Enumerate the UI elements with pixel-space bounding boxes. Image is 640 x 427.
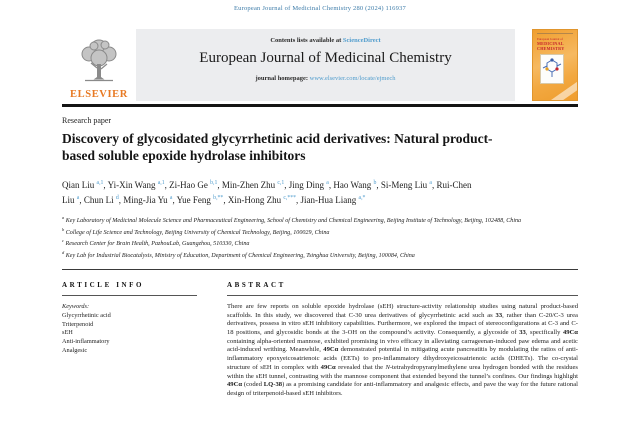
author-affil-marker: c,1: [277, 180, 285, 186]
author-name: Qian Liu $^{a,1}$: [62, 180, 104, 190]
author-affil-marker: a: [169, 195, 173, 201]
header-divider-bar: [62, 104, 578, 107]
author-list: Qian Liu $^{a,1}$, Yi-Xin Wang $^{a,1}$, Zi-Hao Ge $^{b,1}$, Min-Zhen Zhu $^{c,1}$, Jing Ding $^a$, Hao Wang $^b$, Si-Meng Liu $^a$, Rui-Chen Liu $^a$, Chun Li $^d$, Ming-Jia Yu $^a$, Yue Feng $^{b,**}$, Xin-Hong Zhu $^{c,***}$, Jian-Hua Liang $^{a,*}$: [62, 180, 472, 205]
affiliation-item: $^a$ Key Laboratory of Medicinal Molecule Science and Pharmaceutical Engineering, School of Chemistry and Chemical Engineering, Beijing Institute of Technology, Beijing, 102488, China: [62, 215, 522, 225]
author-name: Rui-Chen Liu $^a$: [62, 180, 472, 205]
keyword-item: Glycyrrhetinic acid: [62, 311, 111, 319]
cover-title-line3: CHEMISTRY: [537, 46, 565, 52]
author-affil-marker: b: [373, 180, 377, 186]
affiliation-marker: c: [62, 238, 64, 244]
author-name: Zi-Hao Ge $^{b,1}$: [169, 180, 218, 190]
author-affil-marker: a,1: [96, 180, 104, 186]
running-head-citation: European Journal of Medicinal Chemistry 280 (2024) 116937: [233, 5, 406, 12]
cover-title-line1: European Journal of: [537, 37, 563, 41]
cover-title-line2: MEDICINAL: [537, 41, 564, 46]
compound-code: LQ-38: [263, 381, 283, 389]
affiliation-marker: b: [62, 226, 65, 232]
abstract-segment: -tetrahydropyranylmethylene urea hydrogen bonded with the residues within the sEH tunnel, contrasting with the mannose component that extended beyond the tunnel’s confines. Our findings highlight: [227, 363, 578, 380]
author-name: Chun Li $^d$: [83, 195, 119, 205]
abstract-segment: (coded: [242, 381, 264, 389]
contents-line: [136, 37, 515, 44]
author-name: Jing Ding $^a$: [288, 180, 329, 190]
author-affil-marker: a,1: [157, 180, 165, 186]
elsevier-logo: [62, 29, 136, 101]
compound-code: 49Cα: [227, 381, 243, 389]
elsevier-logo-text: ELSEVIER: [70, 89, 128, 100]
article-info-rule: [62, 295, 197, 296]
author-affil-marker: a: [326, 180, 329, 186]
author-affil-marker: a: [76, 195, 80, 201]
journal-cover-thumbnail: [532, 29, 578, 101]
journal-banner: [136, 29, 515, 101]
abstract-text: [227, 303, 578, 399]
affiliation-item: $^d$ Key Lab for Industrial Biocatalysis, Ministry of Education, Department of Chemical Engineering, Tsinghua University, Beijing, 100084, China: [62, 250, 415, 260]
keyword-item: Analgesic: [62, 346, 88, 354]
author-name: Xin-Hong Zhu $^{c,***}$: [227, 195, 297, 205]
author-name: Si-Meng Liu $^a$: [380, 180, 432, 190]
compound-code: 49Cα: [562, 329, 578, 337]
homepage-line: [136, 75, 515, 82]
keyword-item: sEH: [62, 329, 73, 337]
abstract-segment: , specifically: [525, 329, 563, 337]
affiliation-list: [62, 214, 578, 261]
author-affil-marker: d: [115, 195, 119, 201]
author-name: Jian-Hua Liang $^{a,*}$: [300, 195, 366, 205]
compound-code: 49Cα: [323, 346, 339, 354]
article-info-heading: ARTICLE INFO: [62, 280, 145, 289]
sciencedirect-link[interactable]: ScienceDirect: [342, 37, 381, 44]
homepage-label: journal homepage:: [255, 75, 310, 82]
section-top-rule: [62, 269, 578, 270]
elsevier-tree-icon: [76, 36, 122, 88]
cover-molecule-panel: [540, 54, 564, 84]
affiliation-marker: a: [62, 215, 65, 220]
author-affil-marker: a,*: [358, 195, 366, 201]
author-name: Yue Feng $^{b,**}$: [176, 195, 224, 205]
affiliation-item: $^c$ Research Center for Brain Health, PazhouLab, Guangzhou, 510330, China: [62, 238, 250, 248]
author-affil-marker: b,1: [210, 180, 218, 186]
keywords-list: [62, 312, 197, 356]
abstract-rule: [227, 295, 578, 296]
compound-code: 33: [519, 329, 526, 337]
author-affil-marker: b,**: [213, 195, 224, 201]
author-name: Min-Zhen Zhu $^{c,1}$: [221, 180, 285, 190]
journal-title: European Journal of Medicinal Chemistry: [199, 50, 452, 66]
cover-top-rule: [537, 33, 573, 34]
journal-homepage-link[interactable]: www.elsevier.com/locate/ejmech: [309, 75, 396, 82]
keywords-label: Keywords:: [62, 302, 90, 310]
journal-header: [62, 29, 578, 101]
cover-title: [537, 37, 575, 52]
contents-line-prefix: Contents lists available at: [270, 37, 343, 44]
abstract-segment: , rather than C-20/C-3 urea derivatives, possess in vitro sEH inhibitory capabilities. Furthermore, we explored the impact of stereoconfigurations at C-3 and C-18 positions, and glycosidic bonds at the 3-OH on the compound’s activity. Consequently, a glycoside of: [227, 311, 578, 337]
article-type-label: Research paper: [62, 116, 112, 125]
article-info-column: [62, 281, 197, 399]
abstract-segment: There are few reports on soluble epoxide hydrolase (sEH) structure-activity relationship studies using natural product-based scaffolds. In this study, we discovered that C-30 urea derivatives of glycyrrhetinic acid such as: [227, 302, 578, 319]
article-title: Discovery of glycosidated glycyrrhetinic acid derivatives: Natural product-based soluble epoxide hydrolase inhibitors: [62, 131, 493, 163]
author-name: Ming-Jia Yu $^a$: [123, 195, 173, 205]
affiliation-item: $^b$ College of Life Science and Technology, Beijing University of Chemical Technology, Beijing, 100029, China: [62, 226, 330, 236]
compound-code: 49Cα: [320, 363, 336, 371]
info-abstract-columns: [62, 281, 578, 399]
abstract-column: [227, 281, 578, 399]
abstract-segment: ) as a promising candidate for anti-inflammatory and analgesic effects, and pave the way for the future rational design of triterpenoid-based sEH inhibitors.: [227, 381, 578, 397]
author-affil-marker: c,***: [283, 195, 297, 201]
keyword-item: Triterpenoid: [62, 320, 94, 328]
abstract-heading: ABSTRACT: [227, 280, 286, 289]
abstract-segment: revealed that the: [335, 363, 386, 371]
molecule-icon: [541, 55, 563, 83]
author-name: Yi-Xin Wang $^{a,1}$: [107, 180, 165, 190]
author-name: Hao Wang $^b$: [333, 180, 377, 190]
abstract-segment: demonstrated potential in mitigating acute pancreatitis by modulating the ratios of anti-inflammatory epoxyeicosatrienoic acids (EETs) to pro-inflammatory dihydroxyeicosatrienoic acids (DHETs). The co-crystal structure of sEH in complex with: [227, 346, 578, 371]
compound-code: 33: [495, 311, 503, 319]
italic-term: N: [385, 363, 390, 371]
abstract-segment: containing alpha-oriented mannose, exhibited promising in vivo efficacy in alleviating carrageenan-induced paw edema and acetic acid-induced writhing. Meanwhile,: [227, 337, 578, 354]
keyword-item: Anti-inflammatory: [62, 338, 110, 346]
author-affil-marker: a: [429, 180, 432, 186]
affiliation-marker: d: [62, 250, 65, 256]
